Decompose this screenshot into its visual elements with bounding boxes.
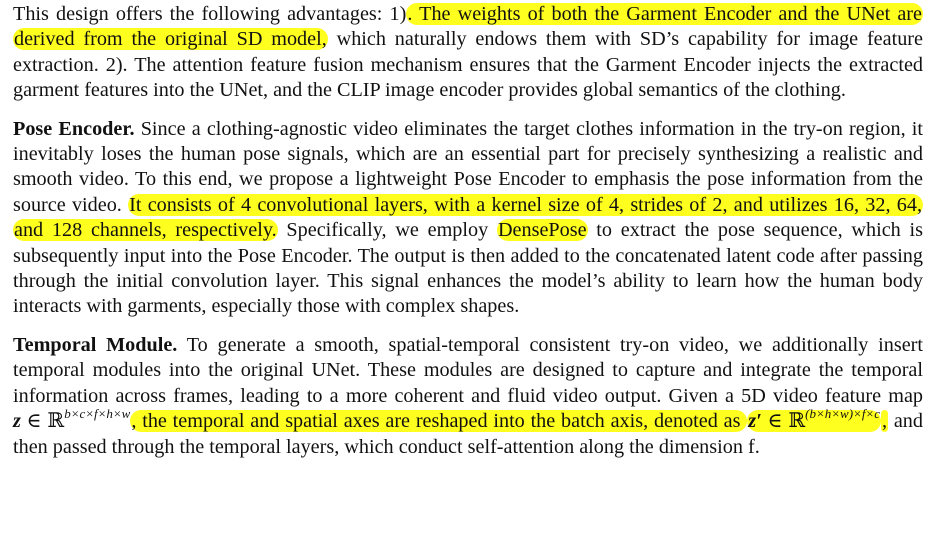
math-variable: z′ [748, 410, 762, 433]
math-variable: z [13, 410, 21, 433]
highlighted-text: , the temporal and spatial axes are reshaped into the batch axis, denoted as [131, 410, 747, 433]
text-segment: to extract the pose sequence, which is subsequently input into the Pose Encoder. The output is then added to the concatenated latent code after passing through the initial convolution layer. This signal enhances the model’s ability to learn how the human body interacts with garments, especially those with complex shapes. [13, 219, 923, 318]
highlighted-text-densepose: DensePose [497, 219, 587, 242]
math-superscript: b×c×f×h×w [64, 406, 131, 422]
text-segment: This design offers the following advantages: 1) [13, 3, 407, 25]
paragraph-pose-encoder [13, 117, 923, 320]
text-segment: Specifically, we employ [277, 219, 497, 242]
paragraph-advantages [13, 2, 923, 104]
section-heading-temporal-module: Temporal Module. [13, 333, 178, 356]
highlighted-math [747, 406, 881, 433]
math-set: ℝ [47, 410, 65, 433]
highlighted-text: . The weights of both the Garment Encoder and the UNet are derived from the original SD model, [14, 3, 922, 51]
math-zprime-definition [748, 406, 880, 433]
math-relation: ∈ [20, 410, 48, 433]
text-segment: Since a clothing-agnostic video eliminates the target clothes information in the try-on region, it inevitably loses the human pose signals, which are an essential part for precisely synthesizing a realistic and smooth video. To this end, we propose a lightweight Pose Encoder to emphasis the pose information from the source video. [13, 117, 924, 216]
highlighted-text: It consists of 4 convolutional layers, with a kernel size of 4, strides of 2, and utilizes 16, 32, 64, and 128 channels, respectively. [14, 193, 922, 242]
text-segment: To generate a smooth, spatial-temporal consistent try-on video, we additionally insert temporal modules into the original UNet. These modules are designed to capture and integrate the temporal information across frames, leading to a more coherent and fluid video output. Given a 5D video feature map [13, 333, 923, 407]
math-set: ℝ [788, 410, 806, 433]
text-segment: and then passed through the temporal layers, which conduct self-attention along the dimension f. [13, 410, 923, 458]
math-superscript: (b×h×w)×f×c [805, 406, 880, 422]
section-heading-pose-encoder: Pose Encoder. [13, 117, 135, 140]
paragraph-temporal-module [13, 333, 923, 460]
text-segment: which naturally endows them with SD’s capability for image feature extraction. 2). The attention feature fusion mechanism ensures that the Garment Encoder injects the extracted garment features into the UNet, and the CLIP image encoder provides global semantics of the clothing. [13, 28, 923, 102]
math-z-definition [13, 406, 131, 433]
paper-text-body [13, 2, 923, 460]
math-relation: ∈ [761, 410, 789, 433]
highlighted-text: , [881, 410, 888, 433]
